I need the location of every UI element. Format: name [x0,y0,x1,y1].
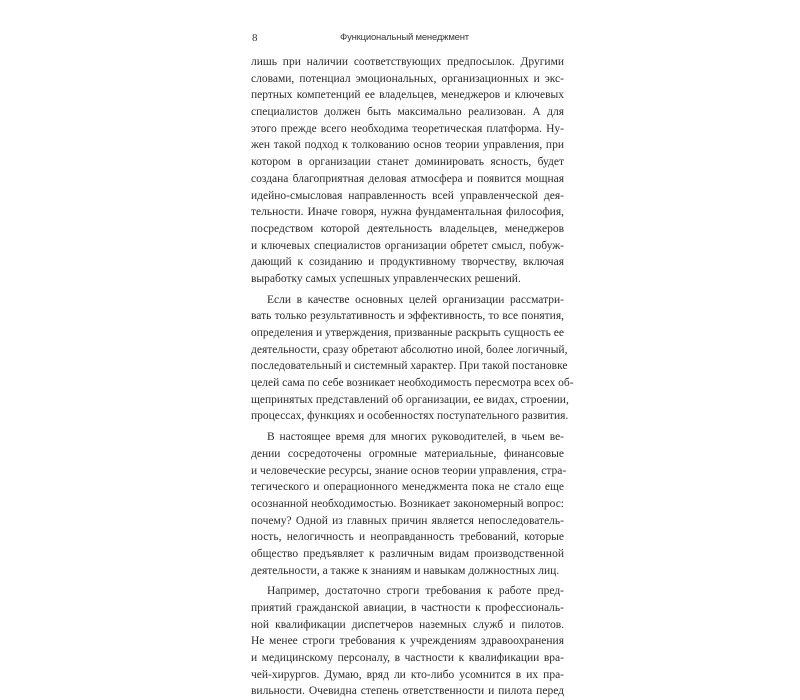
text-line: процессах, функциях и особенностях поступательного развития. [251,410,569,423]
text-line: и человеческие ресурсы, знание основ теории управления, стра- [251,464,567,477]
text-line: деятельности, а также к знаниям и навыкам должностных лиц. [251,564,560,577]
running-title: Функциональный менеджмент [340,32,469,43]
text-line: тегического и операционного менеджмента пока не стало еще [251,481,564,494]
text-line: деятельности, сразу обретают абсолютно иной, более логичный, [251,343,568,356]
text-line: словами, потенциал эмоциональных, организационных и экс- [251,72,564,85]
text-line: идейно-смысловая направленность всей управленческой дея- [251,189,564,202]
text-line: дающий к созиданию и продуктивному творчеству, включая [251,256,564,269]
text-line: вать только результативность и эффективность, то все понятия, [251,310,564,323]
text-line: создана благоприятная деловая атмосфера и появится мощная [251,172,564,185]
text-line: ной квалификации диспетчеров наземных служб и пилотов. [251,618,564,631]
text-line: дении сосредоточены огромные материальные, финансовые [251,447,564,460]
text-line: общество предъявляет к различным видам производственной [251,547,564,560]
text-line: почему? Одной из главных причин является непоследователь- [251,514,564,527]
body-text [251,54,574,700]
text-line: щепринятых представлений об организации, ее видах, строении, [251,393,569,406]
page-number: 8 [252,32,258,44]
text-line: чей-хирургов. Думаю, вряд ли кто-либо усомнится в их пра- [251,668,564,681]
paragraph [251,292,574,426]
text-line: пертных компетенций ее владельцев, менеджеров и ключевых [251,89,564,102]
text-line: осознанной необходимостью. Возникает закономерный вопрос: [251,497,564,510]
paragraph [251,583,564,700]
text-line: Не менее строги требования к учреждениям здравоохранения [251,635,564,648]
text-line: Если в качестве основных целей организации рассматри- [267,293,564,306]
text-line: лишь при наличии соответствующих предпосылок. Другими [251,56,564,68]
text-line: и медицинскому персоналу, в частности к квалификации вра- [251,652,564,665]
text-line: тельности. Иначе говоря, нужна фундаментальная философия, [251,206,564,219]
text-line: жен такой подход к толкованию основ теории управления, при [251,139,564,152]
text-line: посредством которой деятельность владельцев, менеджеров [251,222,564,235]
text-line: целей сама по себе возникает необходимость пересмотра всех об- [251,377,574,390]
text-line: приятий гражданской авиации, в частности к профессиональ- [251,602,564,614]
text-line: Например, достаточно строги требования к работе пред- [267,585,564,598]
page-header [252,32,557,46]
text-line: определения и утверждения, призванные раскрыть сущность ее [251,327,564,339]
text-line: выработку самых успешных управленческих решений. [251,272,521,285]
text-line: В настоящее время для многих руководителей, в чьем ве- [267,431,564,444]
paragraph [251,429,567,579]
text-line: и ключевых специалистов организации обретет смысл, побуж- [251,239,564,252]
text-line: этого прежде всего необходима теоретическая платформа. Ну- [251,122,564,135]
text-line: специалистов должен быть максимально реализован. А для [251,106,564,119]
text-line: ность, нелогичность и неоправданность требований, которые [251,531,564,544]
paragraph [251,54,564,288]
text-line: вильности. Очевидна степень ответственности и пилота перед [251,685,564,698]
text-line: последовательный и системный характер. При такой постановке [251,360,568,373]
text-line: котором в организации станет доминировать ясность, будет [251,156,564,169]
